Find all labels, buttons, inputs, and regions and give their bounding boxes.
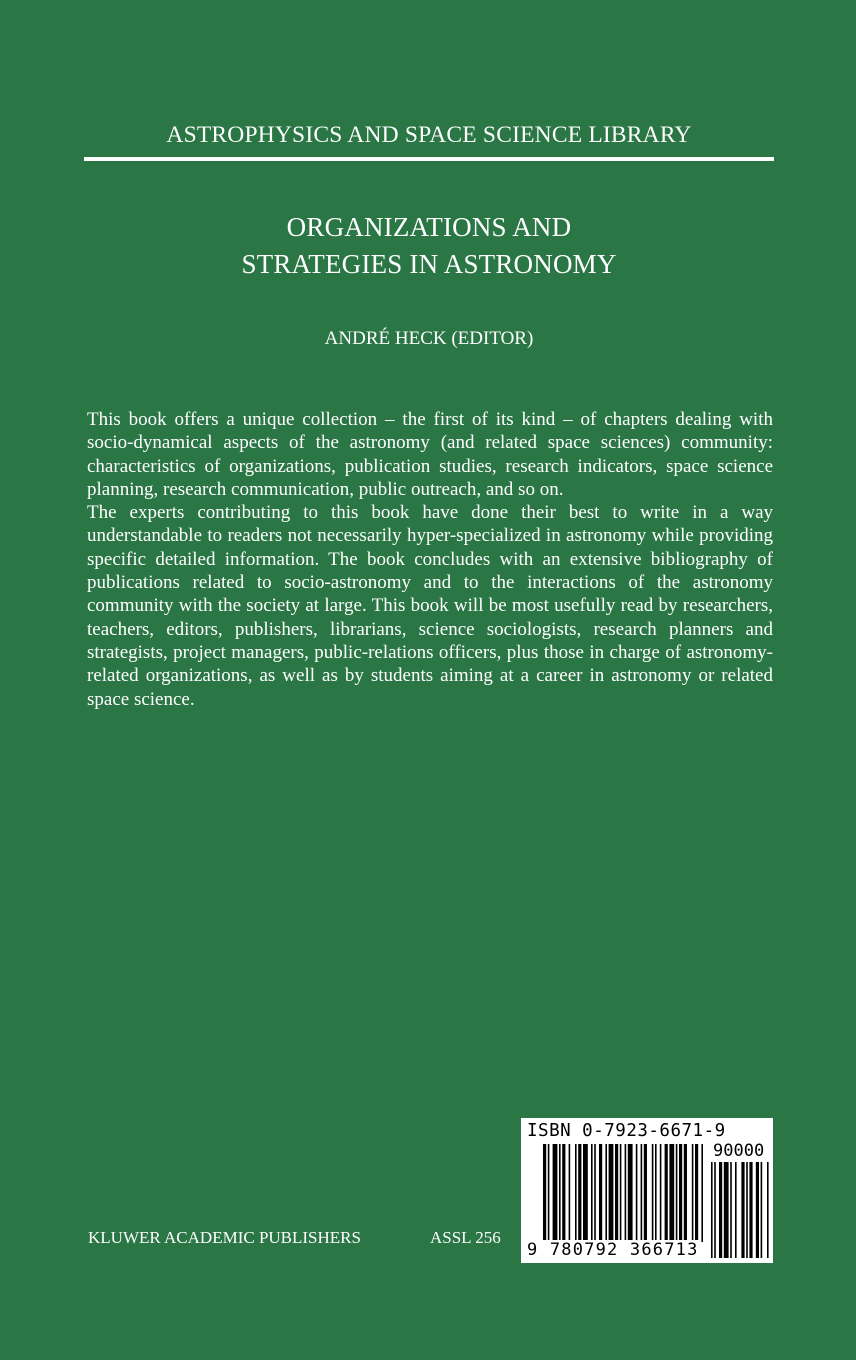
series-divider xyxy=(84,157,774,161)
description-paragraph-1: This book offers a unique collection – the first of its kind – of chapters dealing with socio-dynamical aspects of the astronomy (and related space sciences) community: characteristics of organizations, publication studies, research indicators, space science planning, research communication, public outreach, and so on. xyxy=(87,409,773,500)
isbn-label: ISBN 0-7923-6671-9 xyxy=(527,1121,726,1141)
description-paragraph-2: The experts contributing to this book have done their best to write in a way understandable to readers not necessarily hyper-specialized in astronomy while providing specific detailed information. The book concludes with an extensive bibliography of publications related to socio-astronomy and to the interactions of the astronomy community with the society at large. This book will be most usefully read by researchers, teachers, editors, publishers, librarians, science sociologists, research planners and strategists, project managers, public-relations officers, plus those in charge of astronomy-related organizations, as well as by students aiming at a career in astronomy or related space science. xyxy=(87,502,773,710)
publisher-name: KLUWER ACADEMIC PUBLISHERS xyxy=(88,1228,361,1247)
isbn-barcode xyxy=(521,1118,773,1263)
book-description xyxy=(87,408,773,711)
editor-name: ANDRÉ HECK (EDITOR) xyxy=(324,328,534,349)
book-title-line-2: STRATEGIES IN ASTRONOMY xyxy=(241,249,617,279)
book-title-line-1: ORGANIZATIONS AND xyxy=(286,212,572,242)
series-number: ASSL 256 xyxy=(430,1228,501,1247)
book-title xyxy=(84,209,774,283)
series-title: ASTROPHYSICS AND SPACE SCIENCE LIBRARY xyxy=(166,122,692,148)
price-code-label: 90000 xyxy=(713,1141,765,1161)
ean-digits: 9 780792 366713 xyxy=(527,1240,699,1260)
